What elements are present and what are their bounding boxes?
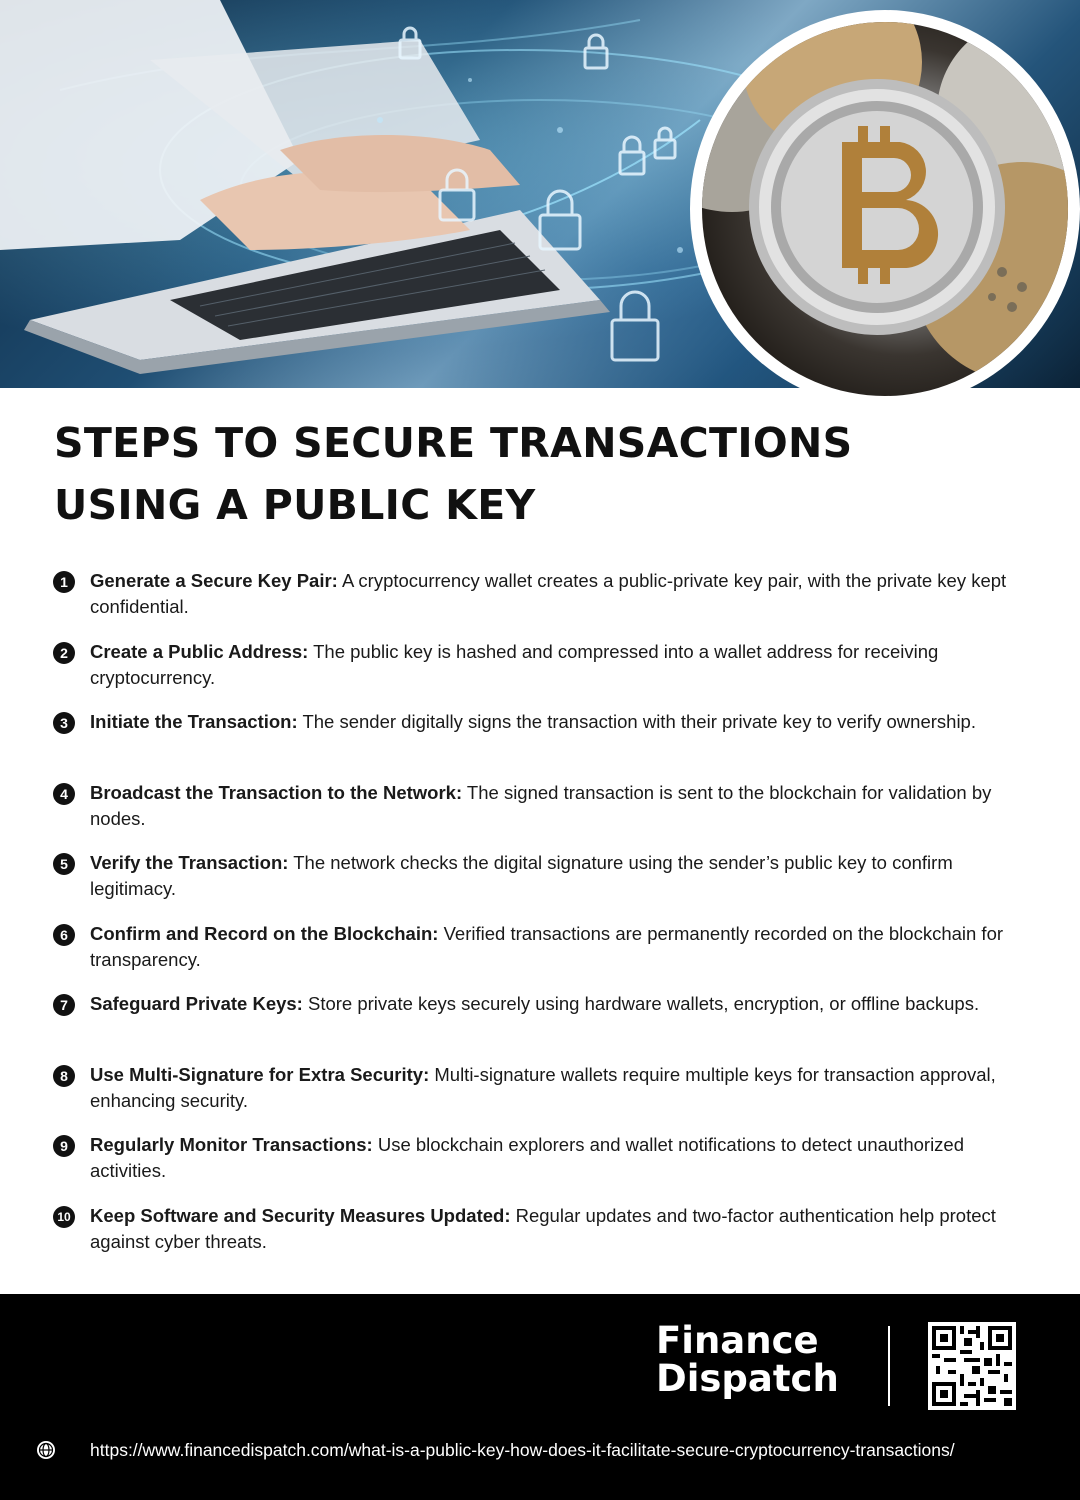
brand-logo (656, 1319, 846, 1400)
step-description: The public key is hashed and compressed into a wallet address for receiving cryptocurrency. (90, 640, 939, 688)
step-description: The signed transaction is sent to the blockchain for validation by nodes. (90, 781, 992, 829)
step-number-badge: 2 (53, 642, 75, 664)
step-description: The sender digitally signs the transaction with their private key to verify ownership. (297, 711, 976, 732)
brand-line-1: Finance (656, 1319, 819, 1362)
step-heading: Safeguard Private Keys: (90, 993, 303, 1014)
step-number-badge: 3 (53, 712, 75, 734)
step-text (90, 780, 1020, 832)
footer-divider (888, 1326, 890, 1406)
step-text (90, 921, 1020, 973)
list-item (50, 1203, 1020, 1274)
title-line-2: USING A PUBLIC KEY (54, 481, 536, 529)
step-number-badge: 4 (53, 783, 75, 805)
step-description: Regular updates and two-factor authentication help protect against cyber threats. (90, 1204, 996, 1252)
step-heading: Verify the Transaction: (90, 852, 289, 873)
list-item (50, 921, 1020, 992)
bitcoin-coins-image (702, 22, 1068, 396)
footer (0, 1294, 1080, 1500)
globe-icon (36, 1440, 56, 1460)
step-number-badge: 8 (53, 1065, 75, 1087)
step-number-badge: 9 (53, 1135, 75, 1157)
step-heading: Generate a Secure Key Pair: (90, 570, 338, 591)
step-description: Store private keys securely using hardware wallets, encryption, or offline backups. (302, 993, 980, 1014)
step-number-badge: 6 (53, 924, 75, 946)
step-number-badge: 1 (53, 571, 75, 593)
list-item (50, 991, 1020, 1062)
step-text (90, 991, 1020, 1017)
steps-list (50, 568, 1020, 1273)
step-description: Verified transactions are permanently recorded on the blockchain for transparency. (90, 922, 1004, 970)
list-item (50, 780, 1020, 851)
list-item (50, 568, 1020, 639)
step-text (90, 850, 1020, 902)
step-number-badge: 7 (53, 994, 75, 1016)
step-text (90, 709, 1020, 735)
step-heading: Keep Software and Security Measures Updated: (90, 1204, 511, 1226)
step-text (90, 1132, 1020, 1184)
source-url-link[interactable]: https://www.financedispatch.com/what-is-a-public-key-how-does-it-facilitate-secure-cryptocurrency-transactions/ (90, 1440, 955, 1460)
list-item (50, 850, 1020, 921)
page-title (54, 412, 954, 536)
step-heading: Broadcast the Transaction to the Network: (90, 781, 463, 803)
bitcoin-icon (702, 22, 1068, 396)
title-line-1: STEPS TO SECURE TRANSACTIONS (54, 419, 853, 467)
source-url-row (36, 1436, 1056, 1466)
step-number-badge: 5 (53, 853, 75, 875)
step-description: The network checks the digital signature using the sender’s public key to confirm legitimacy. (90, 852, 953, 899)
list-item (50, 709, 1020, 780)
step-text (90, 568, 1020, 620)
brand-line-2: Dispatch (656, 1357, 839, 1400)
step-text (90, 1062, 1020, 1114)
list-item (50, 1062, 1020, 1133)
step-text (90, 639, 1020, 691)
step-description: Use blockchain explorers and wallet notifications to detect unauthorized activities. (90, 1134, 965, 1181)
step-heading: Regularly Monitor Transactions: (90, 1134, 373, 1155)
step-description: Multi-signature wallets require multiple keys for transaction approval, enhancing security. (90, 1063, 996, 1111)
step-heading: Initiate the Transaction: (90, 711, 298, 732)
step-heading: Use Multi-Signature for Extra Security: (90, 1063, 430, 1085)
list-item (50, 1132, 1020, 1203)
step-heading: Confirm and Record on the Blockchain: (90, 922, 439, 944)
qr-code-icon[interactable] (928, 1322, 1016, 1410)
list-item (50, 639, 1020, 710)
step-heading: Create a Public Address: (90, 640, 309, 662)
step-number-badge: 10 (53, 1206, 75, 1228)
step-text (90, 1203, 1020, 1255)
step-description: A cryptocurrency wallet creates a public-private key pair, with the private key kept confidential. (90, 570, 1007, 617)
